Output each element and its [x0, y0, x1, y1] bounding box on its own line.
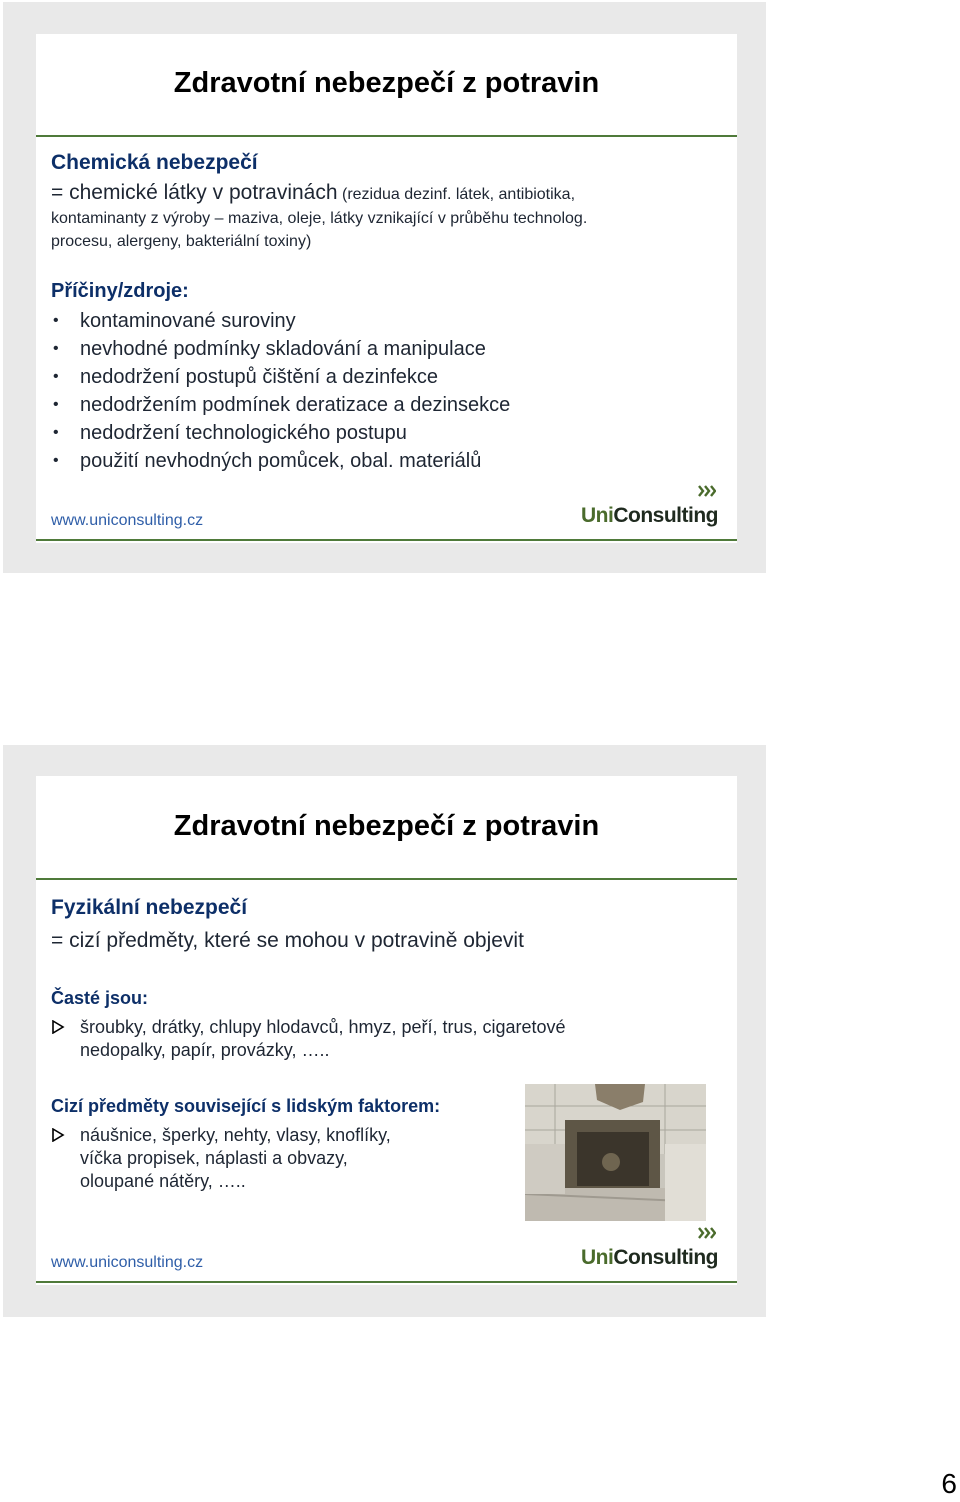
footer-url[interactable]: www.uniconsulting.cz — [51, 1254, 204, 1271]
slide-title: Zdravotní nebezpečí z potravin — [173, 810, 600, 842]
list-item: • nedodržením podmínek deratizace a dezinsekce — [51, 391, 510, 419]
title-divider — [36, 135, 737, 137]
slide-1-frame — [3, 2, 766, 573]
title-divider — [36, 878, 737, 880]
slide-2 — [36, 776, 737, 1285]
page-number: 6 — [941, 1468, 957, 1499]
list-item: náušnice, šperky, nehty, vlasy, knoflíky, víčka propisek, náplasti a obvazy, oloupané nátěry, ….. — [51, 1124, 391, 1193]
definition-main: = chemické látky v potravinách — [51, 181, 338, 204]
list-item: • kontaminované suroviny — [51, 307, 510, 335]
slide-1 — [36, 34, 737, 543]
causes-list — [51, 307, 510, 475]
list-item: • nedodržení technologického postupu — [51, 419, 510, 447]
bullet-icon: • — [53, 424, 59, 441]
uniconsulting-logo — [581, 1226, 718, 1270]
definition-note-line: kontaminanty z výroby – maziva, oleje, látky vznikající v průběhu technolog. — [51, 210, 588, 227]
definition-note-line: procesu, alergeny, bakteriální toxiny) — [51, 233, 312, 250]
logo-chevrons-icon — [698, 484, 716, 498]
arrow-bullet-icon — [51, 1128, 65, 1142]
section-heading-physical: Fyzikální nebezpečí — [51, 896, 248, 919]
bullet-icon: • — [53, 312, 59, 329]
footer-divider — [36, 539, 737, 541]
damaged-floor-photo — [525, 1084, 706, 1221]
bullet-icon: • — [53, 340, 59, 357]
list-item: • nevhodné podmínky skladování a manipulace — [51, 335, 510, 363]
logo-text: UniConsulting — [581, 1246, 718, 1269]
slide-2-frame — [3, 745, 766, 1317]
section-heading-chemical: Chemická nebezpečí — [51, 151, 258, 174]
logo-text: UniConsulting — [581, 504, 718, 527]
arrow-bullet-icon — [51, 1020, 65, 1034]
common-heading: Časté jsou: — [51, 988, 149, 1008]
footer-url[interactable]: www.uniconsulting.cz — [51, 512, 204, 529]
list-item: • použití nevhodných pomůcek, obal. materiálů — [51, 447, 510, 475]
bullet-icon: • — [53, 396, 59, 413]
definition-note: (rezidua dezinf. látek, antibiotika, — [337, 186, 576, 203]
slide-title: Zdravotní nebezpečí z potravin — [173, 67, 600, 99]
list-item: • nedodržení postupů čištění a dezinfekce — [51, 363, 510, 391]
bullet-icon: • — [53, 452, 59, 469]
logo-chevrons-icon — [698, 1226, 716, 1240]
list-item: šroubky, drátky, chlupy hlodavců, hmyz, peří, trus, cigaretové nedopalky, papír, provázky, ….. — [51, 1016, 566, 1062]
definition-line — [51, 181, 575, 205]
human-factor-heading: Cizí předměty související s lidským faktorem: — [51, 1096, 441, 1116]
footer-divider — [36, 1281, 737, 1283]
causes-heading: Příčiny/zdroje: — [51, 280, 189, 302]
bullet-icon: • — [53, 368, 59, 385]
uniconsulting-logo — [581, 484, 718, 528]
definition-line: = cizí předměty, které se mohou v potravině objevit — [51, 929, 524, 952]
